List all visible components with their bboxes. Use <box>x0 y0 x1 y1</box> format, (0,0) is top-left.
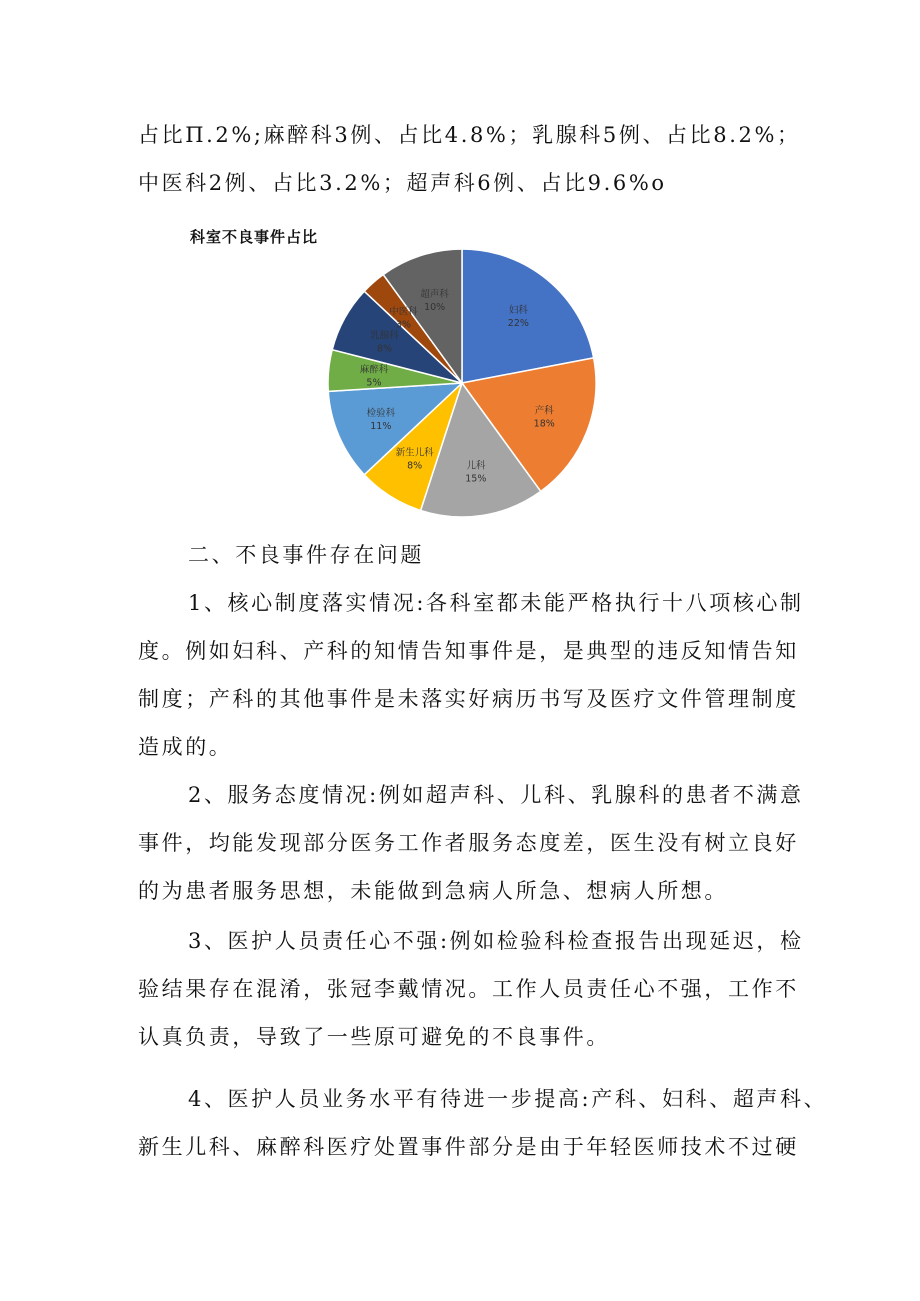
intro-line-2: 中医科2例、占比3.2%；超声科6例、占比9.6%o <box>138 171 667 195</box>
item-1-line-3: 制度；产科的其他事件是未落实好病历书写及医疗文件管理制度 <box>138 687 799 711</box>
pie-value-label-8: 10% <box>424 301 446 313</box>
pie-label-8: 超声科 <box>420 288 449 300</box>
pie-label-4: 检验科 <box>366 408 396 420</box>
item-1-line-4: 造成的。 <box>138 735 233 759</box>
pie-label-5: 麻醉科 <box>359 364 389 376</box>
pie-value-label-1: 18% <box>533 418 555 430</box>
item-2-line-3: 的为患者服务思想，未能做到急病人所急、想病人所想。 <box>138 879 728 903</box>
pie-label-0: 妇科 <box>508 304 528 316</box>
pie-value-label-3: 8% <box>407 460 423 472</box>
item-4-line-2: 新生儿科、麻醉科医疗处置事件部分是由于年轻医师技术不过硬 <box>138 1135 799 1159</box>
pie-value-label-6: 8% <box>376 343 393 355</box>
item-1-line-1: 1、核心制度落实情况:各科室都未能严格执行十八项核心制 <box>188 591 804 615</box>
pie-value-label-2: 15% <box>465 473 487 485</box>
pie-value-label-7: 3% <box>395 319 412 331</box>
item-3-line-3: 认真负责，导致了一些原可避免的不良事件。 <box>138 1025 610 1049</box>
pie-value-label-4: 11% <box>370 421 392 433</box>
section-heading: 二、不良事件存在问题 <box>188 543 424 567</box>
pie-chart <box>310 240 610 530</box>
item-3-line-2: 验结果存在混淆，张冠李戴情况。工作人员责任心不强，工作不 <box>138 977 799 1001</box>
pie-label-7: 中医科 <box>389 306 418 318</box>
item-2-line-1: 2、服务态度情况:例如超声科、儿科、乳腺科的患者不满意 <box>188 783 804 807</box>
intro-line-1: 占比Π.2%;麻醉科3例、占比4.8%；乳腺科5例、占比8.2%； <box>138 123 801 147</box>
pie-value-label-0: 22% <box>507 317 529 329</box>
chart-title: 科室不良事件占比 <box>190 228 319 246</box>
pie-label-3: 新生儿科 <box>395 447 434 459</box>
item-2-line-2: 事件，均能发现部分医务工作者服务态度差，医生没有树立良好 <box>138 831 799 855</box>
pie-label-2: 儿科 <box>466 460 486 472</box>
item-1-line-2: 度。例如妇科、产科的知情告知事件是，是典型的违反知情告知 <box>138 639 799 663</box>
pie-label-1: 产科 <box>534 405 554 417</box>
item-4-line-1: 4、医护人员业务水平有待进一步提高:产科、妇科、超声科、 <box>188 1087 828 1111</box>
pie-label-6: 乳腺科 <box>370 330 399 342</box>
pie-value-label-5: 5% <box>366 377 382 389</box>
item-3-line-1: 3、医护人员责任心不强:例如检验科检查报告出现延迟，检 <box>188 929 804 953</box>
